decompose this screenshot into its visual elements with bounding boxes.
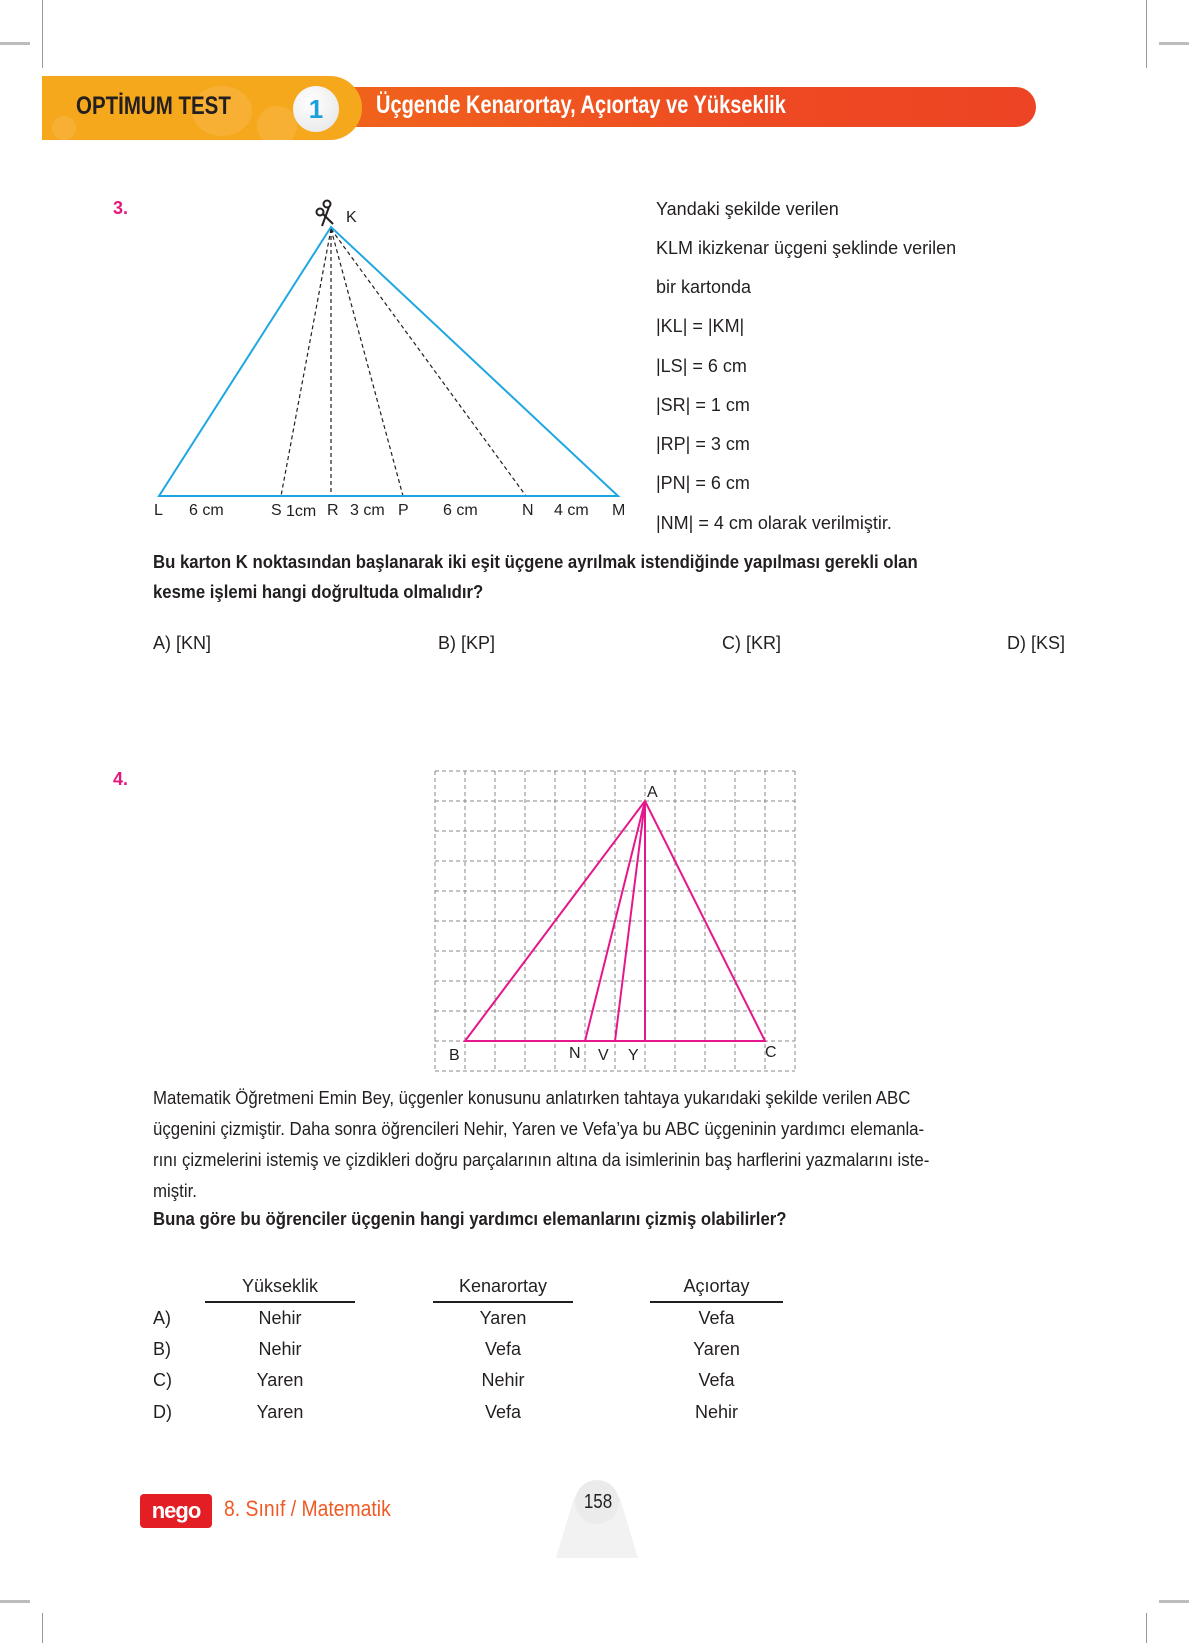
publisher-logo: nego [140,1494,212,1528]
option-label: D) [153,1402,172,1422]
question-number: 3. [113,198,129,218]
paragraph-line: miştir. [153,1181,197,1201]
given-line: |NM| = 4 cm olarak verilmiştir. [656,513,892,533]
vertex-label-c: C [765,1044,777,1061]
segment-label-sr: 1cm [286,503,317,520]
point-label-v: V [598,1047,609,1064]
paragraph-line: Matematik Öğretmeni Emin Bey, üçgenler konusunu anlatırken tahtaya yukarıdaki şekilde verilen ABC [153,1088,911,1108]
point-label-n: N [569,1045,581,1062]
answer-option-a[interactable]: A) [KN] [153,633,212,653]
cell-yukseklik: Yaren [256,1370,304,1390]
topic-title: Üçgende Kenarortay, Açıortay ve Yükseklik [376,91,786,119]
cell-yukseklik: Nehir [258,1339,302,1359]
crop-mark [42,1613,43,1643]
column-header-kenarortay: Kenarortay [433,1276,573,1303]
test-number: 1 [308,93,324,124]
vertex-label-b: B [449,1047,460,1064]
given-line: |KL| = |KM| [656,316,745,336]
cell-kenarortay: Vefa [484,1339,522,1359]
cell-kenarortay: Vefa [484,1402,522,1422]
answer-option-c[interactable]: C) [KR] [722,633,782,653]
answer-option-b[interactable]: B) [KP] [438,633,496,653]
series-label: OPTİMUM TEST [76,92,231,120]
cell-aciortay: Nehir [694,1402,738,1422]
question-prompt: Bu karton K noktasından başlanarak iki eşit üçgene ayrılmak istendiğinde yapılması gerekli olan [153,552,918,572]
paragraph-line: rını çizmelerini istemiş ve çizdikleri doğru parçalarının altına da isimlerinin baş harflerini yazmalarını iste- [153,1150,930,1170]
question-prompt: kesme işlemi hangi doğrultuda olmalıdır? [153,582,484,602]
scissors-icon [317,201,334,227]
given-line: |PN| = 6 cm [656,473,750,493]
crop-mark [0,1600,30,1603]
given-line: KLM ikizkenar üçgeni şeklinde verilen [656,238,957,258]
cell-yukseklik: Nehir [258,1308,302,1328]
option-label: A) [153,1308,171,1328]
point-label-s: S [271,502,282,519]
page-number-badge [552,1478,642,1558]
point-label-l: L [154,502,163,519]
grid-triangle-figure [430,766,800,1078]
column-header-aciortay: Açıortay [650,1276,783,1303]
footer-subject: 8. Sınıf / Matematik [224,1496,391,1521]
point-label-y: Y [628,1047,639,1064]
question-number: 4. [113,769,129,789]
given-line: |SR| = 1 cm [656,395,750,415]
segment-label-nm: 4 cm [554,502,589,519]
segment-label-rp: 3 cm [350,502,385,519]
option-label: C) [153,1370,172,1390]
crop-mark [1146,1613,1147,1643]
cell-aciortay: Vefa [698,1370,735,1390]
point-label-r: R [327,502,339,519]
vertex-label-k: K [346,209,357,226]
cell-kenarortay: Nehir [481,1370,525,1390]
question-prompt: Buna göre bu öğrenciler üçgenin hangi yardımcı elemanlarını çizmiş olabilirler? [153,1209,787,1229]
given-line: bir kartonda [656,277,752,297]
point-label-p: P [398,502,409,519]
option-label: B) [153,1339,171,1359]
cell-yukseklik: Yaren [256,1402,304,1422]
segment-label-ls: 6 cm [189,502,224,519]
page-number: 158 [583,1491,613,1513]
cell-kenarortay: Yaren [479,1308,527,1328]
isosceles-triangle-figure [0,0,1189,560]
cell-aciortay: Vefa [698,1308,735,1328]
given-line: |RP| = 3 cm [656,434,750,454]
vertex-label-a: A [647,784,658,801]
given-line: Yandaki şekilde verilen [656,199,839,219]
column-header-yukseklik: Yükseklik [205,1276,355,1303]
given-line: |LS| = 6 cm [656,356,747,376]
point-label-m: M [612,502,626,519]
paragraph-line: üçgenini çizmiştir. Daha sonra öğrencileri Nehir, Yaren ve Vefa’ya bu ABC üçgeninin yardımcı elemanla- [153,1119,925,1139]
point-label-n: N [522,502,534,519]
crop-mark [1159,1600,1189,1603]
segment-label-pn: 6 cm [443,502,478,519]
cell-aciortay: Yaren [693,1339,740,1359]
answer-option-d[interactable]: D) [KS] [1007,633,1066,653]
